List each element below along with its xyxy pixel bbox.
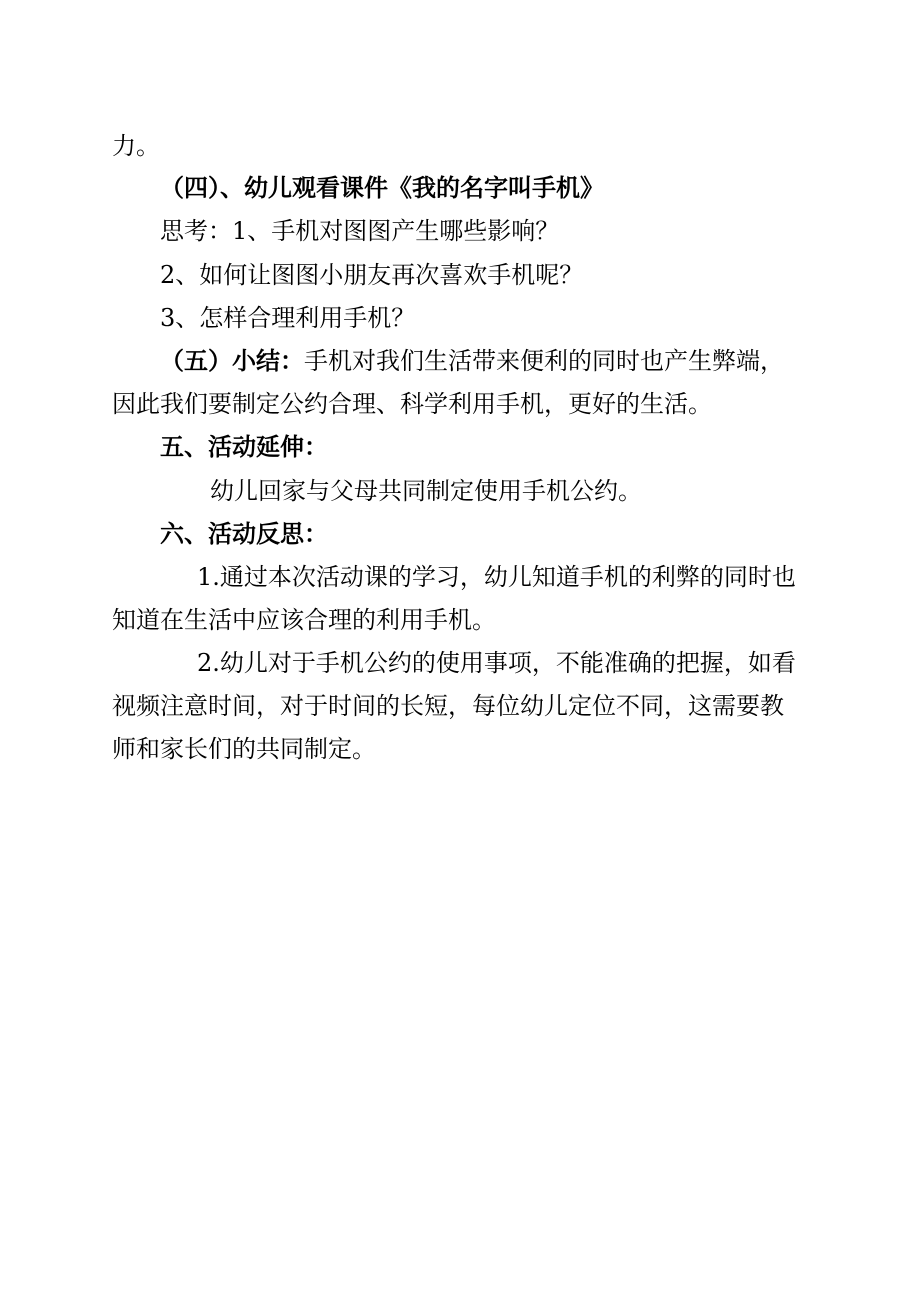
summary-text: 手机对我们生活带来便利的同时也产生弊端， bbox=[304, 347, 784, 375]
section-heading-4: （四）、幼儿观看课件《我的名字叫手机》 bbox=[160, 174, 604, 202]
reflection-1-line-1: 1.通过本次活动课的学习，幼儿知道手机的利弊的同时也 bbox=[197, 563, 796, 591]
reflection-1-line-2: 知道在生活中应该合理的利用手机。 bbox=[112, 606, 496, 634]
summary-heading: （五）小结： bbox=[160, 347, 304, 375]
reflection-2-line-1: 2.幼儿对于手机公约的使用事项，不能准确的把握，如看 bbox=[197, 649, 796, 677]
paragraph-continuation: 力。 bbox=[112, 132, 160, 160]
reflection-2-line-3: 师和家长们的共同制定。 bbox=[112, 735, 376, 763]
summary-paragraph-line-1 bbox=[160, 341, 784, 382]
section-heading-5: 五、活动延伸： bbox=[160, 433, 328, 461]
section-heading-6: 六、活动反思： bbox=[160, 520, 328, 548]
question-3: 3、怎样合理利用手机？ bbox=[160, 304, 416, 332]
reflection-2-line-2: 视频注意时间，对于时间的长短，每位幼儿定位不同，这需要教 bbox=[112, 692, 784, 720]
extension-text: 幼儿回家与父母共同制定使用手机公约。 bbox=[210, 477, 642, 505]
question-2: 2、如何让图图小朋友再次喜欢手机呢？ bbox=[160, 261, 584, 289]
summary-paragraph-line-2: 因此我们要制定公约合理、科学利用手机，更好的生活。 bbox=[112, 390, 712, 418]
question-1: 思考：1、手机对图图产生哪些影响？ bbox=[160, 217, 560, 245]
